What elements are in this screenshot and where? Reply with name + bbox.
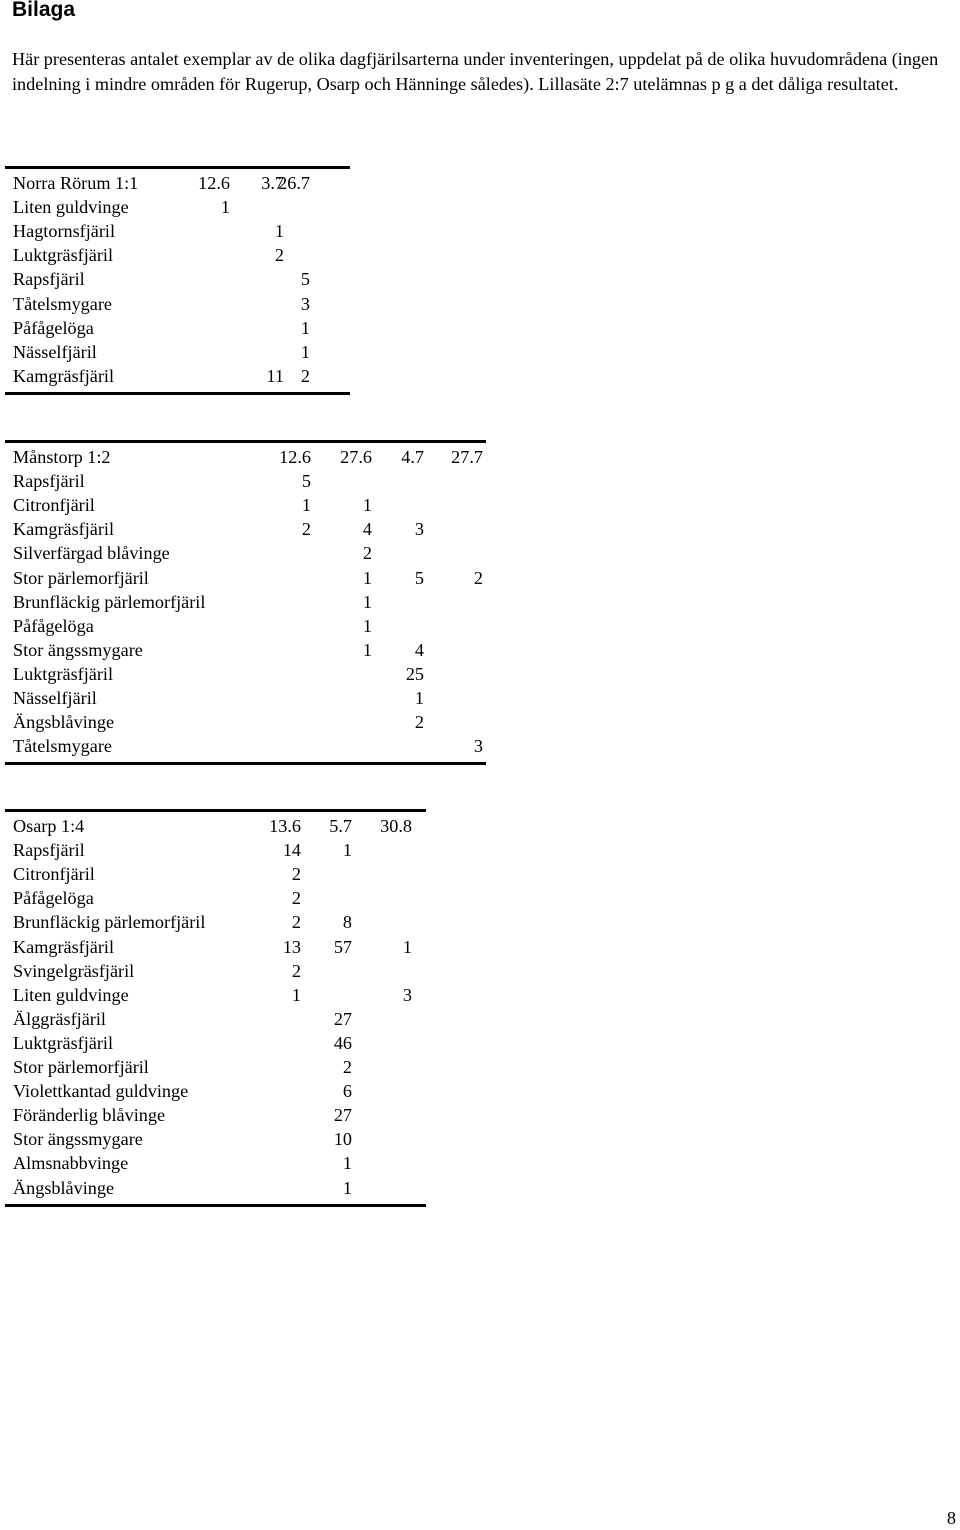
count-value: 1 [300,317,310,338]
table-row [5,517,486,541]
count-value: 2 [342,1057,352,1077]
species-name: Stor pärlemorfjäril [13,567,149,588]
table-row [5,959,426,983]
count-value: 25 [405,663,424,684]
species-name: Kamgräsfjäril [13,365,114,386]
species-name: Nässelfjäril [13,341,97,362]
species-name: Påfågelöga [13,888,94,909]
page-number: 8 [946,1508,956,1528]
species-name: Älggräsfjäril [13,1008,106,1029]
count-value: 4 [414,639,424,660]
count-value: 1 [274,221,284,242]
area-name: Månstorp 1:2 [13,447,111,467]
table-row [5,243,350,267]
count-value: 2 [291,864,301,885]
count-value: 2 [291,960,301,981]
species-name: Rapsfjäril [13,269,85,290]
species-name: Citronfjäril [13,495,95,516]
table-top-rule [5,166,350,169]
table-row [5,316,350,340]
table-row [5,983,426,1007]
table-row [5,469,486,493]
species-name: Violettkantad guldvinge [13,1081,189,1102]
table-bottom-rule [5,392,350,395]
table-row [5,614,486,638]
species-name: Luktgräsfjäril [13,1032,113,1053]
table-norra-rorum [5,166,350,399]
count-value: 4 [362,519,372,540]
survey-date: 26.7 [278,173,310,193]
table-row [5,638,486,662]
species-name: Stor ängssmygare [13,1129,143,1150]
table-row [5,219,350,243]
table-osarp [5,809,426,1211]
count-value: 3 [414,519,424,540]
species-name: Brunfläckig pärlemorfjäril [13,912,206,933]
count-value: 1 [301,495,311,516]
count-value: 11 [266,365,284,386]
table-row [5,1176,426,1200]
table-row [5,541,486,565]
species-name: Luktgräsfjäril [13,245,113,266]
species-name: Citronfjäril [13,864,95,885]
count-value: 2 [274,245,284,266]
intro-paragraph: Här presenteras antalet exemplar av de olika dagfjärilsarterna under inventeringen, uppdelat på de olika huvudområdena (ingen indelning i mindre områden för Rugerup, Osarp och Hänninge således). Lillasäte 2:7 utelämnas p g a det dåliga resultatet. [12,49,939,94]
species-name: Nässelfjäril [13,688,97,708]
species-name: Stor ängssmygare [13,639,143,660]
species-name: Stor pärlemorfjäril [13,1057,149,1077]
table-row [5,1079,426,1103]
count-value: 2 [291,912,301,933]
count-value: 1 [342,1177,352,1198]
table-top-rule [5,440,486,443]
species-name: Påfågelöga [13,615,94,636]
count-value: 1 [362,591,372,612]
appendix-heading: Bilaga [12,0,76,21]
table-row [5,838,426,862]
area-name: Norra Rörum 1:1 [13,173,139,193]
species-name: Rapsfjäril [13,471,85,492]
count-value: 1 [342,1153,352,1174]
species-name: Rapsfjäril [13,840,85,861]
table-row [5,364,350,388]
species-name: Almsnabbvinge [13,1153,129,1174]
species-name: Tåtelsmygare [13,293,112,314]
count-value: 2 [414,712,424,733]
survey-date: 27.6 [340,447,372,467]
table-row [5,292,350,316]
count-value: 14 [282,840,301,861]
table-top-rule [5,809,426,812]
table-row [5,686,486,710]
count-value: 1 [220,197,230,218]
table-bottom-rule [5,762,486,765]
species-name: Ängsblåvinge [13,712,115,733]
survey-date: 3.7 [261,173,284,193]
count-value: 27 [333,1008,352,1029]
count-value: 2 [362,543,372,564]
table-row [5,1127,426,1151]
count-value: 27 [333,1105,352,1126]
table-row [5,1055,426,1079]
survey-date: 12.6 [279,447,311,467]
table-row [5,340,350,364]
count-value: 2 [473,567,483,588]
count-value: 46 [333,1032,352,1053]
table-row [5,886,426,910]
count-value: 6 [342,1081,352,1102]
count-value: 1 [362,567,372,588]
species-name: Kamgräsfjäril [13,519,114,540]
count-value: 1 [342,840,352,861]
table-header-row [5,171,350,195]
species-name: Liten guldvinge [13,984,129,1005]
count-value: 1 [362,495,372,516]
table-row [5,195,350,219]
table-row [5,662,486,686]
count-value: 1 [362,639,372,660]
species-name: Hagtornsfjäril [13,221,116,242]
species-name: Liten guldvinge [13,197,129,218]
count-value: 3 [473,736,483,757]
table-row [5,935,426,959]
survey-date: 4.7 [401,447,424,467]
species-name: Föränderlig blåvinge [13,1105,166,1126]
survey-date: 27.7 [451,447,483,467]
count-value: 1 [291,984,301,1005]
table-row [5,1007,426,1031]
count-value: 5 [300,269,310,290]
count-value: 13 [282,936,301,957]
table-row [5,493,486,517]
count-value: 3 [300,293,310,314]
species-name: Påfågelöga [13,317,94,338]
count-value: 5 [414,567,424,588]
species-name: Luktgräsfjäril [13,663,113,684]
count-value: 2 [291,888,301,909]
table-row [5,862,426,886]
table-bottom-rule [5,1204,426,1207]
count-value: 1 [300,341,310,362]
table-row [5,1103,426,1127]
count-value: 1 [362,615,372,636]
table-row [5,734,486,758]
count-value: 57 [333,936,352,957]
table-row [5,1151,426,1175]
count-value: 5 [301,471,311,492]
table-row [5,710,486,734]
species-name: Ängsblåvinge [13,1177,115,1198]
table-row [5,590,486,614]
survey-date: 12.6 [198,173,230,193]
survey-date: 30.8 [380,816,412,836]
species-name: Silverfärgad blåvinge [13,543,170,564]
count-value: 2 [300,365,310,386]
table-row [5,267,350,291]
count-value: 8 [342,912,352,933]
species-name: Brunfläckig pärlemorfjäril [13,591,206,612]
survey-date: 13.6 [269,816,301,836]
species-name: Svingelgräsfjäril [13,960,135,981]
count-value: 1 [402,936,412,957]
table-manstorp [5,440,486,769]
count-value: 2 [301,519,311,540]
species-name: Tåtelsmygare [13,736,112,757]
species-name: Kamgräsfjäril [13,936,114,957]
table-row [5,910,426,934]
count-value: 3 [402,984,412,1005]
survey-date: 5.7 [329,816,352,836]
count-value: 10 [333,1129,352,1150]
table-header-row [5,445,486,469]
table-row [5,566,486,590]
table-row [5,1031,426,1055]
table-header-row [5,814,426,838]
count-value: 1 [414,688,424,708]
area-name: Osarp 1:4 [13,816,85,836]
